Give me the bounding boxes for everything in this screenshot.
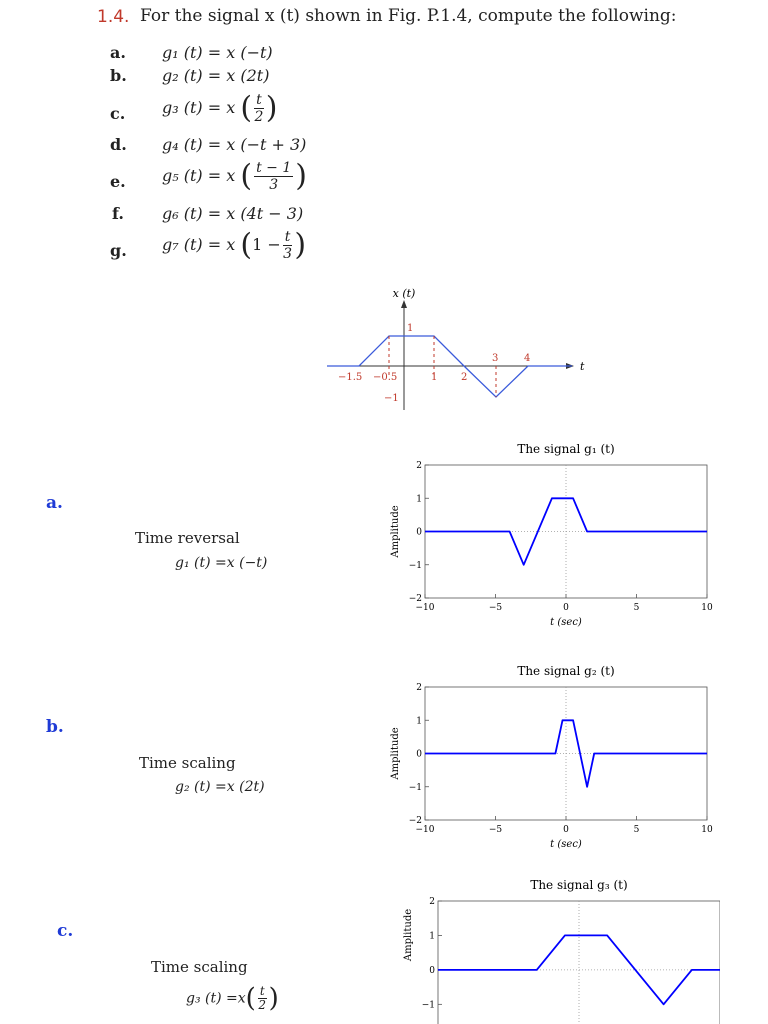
y-tick-label: −2 bbox=[408, 816, 422, 826]
figure-label-x2: 2 bbox=[461, 372, 468, 383]
figure-label-neg-one: −1 bbox=[384, 393, 399, 404]
x-tick-label: 5 bbox=[633, 603, 640, 613]
y-tick-label: 0 bbox=[416, 527, 422, 538]
x-tick-label: −5 bbox=[488, 603, 503, 613]
item-letter: g. bbox=[110, 241, 127, 260]
section-c-letter: c. bbox=[57, 921, 74, 941]
plot-xlabel: t (sec) bbox=[550, 617, 582, 628]
problem-number: 1.4. bbox=[97, 7, 130, 27]
close-paren: ) bbox=[295, 158, 307, 194]
y-tick-label: −1 bbox=[408, 782, 422, 793]
fraction-numerator: t bbox=[259, 984, 265, 998]
plot-ylabel: Amplitude bbox=[390, 727, 401, 780]
figure-label-m05: −0.5 bbox=[373, 372, 398, 383]
problem-statement: For the signal x (t) shown in Fig. P.1.4, compute the following: bbox=[140, 6, 677, 26]
open-paren: ( bbox=[240, 158, 253, 194]
y-tick-label: 1 bbox=[416, 716, 422, 727]
section-b-label: Time scaling bbox=[139, 754, 236, 772]
section-c-formula bbox=[186, 985, 279, 1012]
item-equation: g₁ (t) = x (−t) bbox=[162, 43, 273, 62]
fraction bbox=[254, 160, 293, 193]
fraction bbox=[254, 92, 264, 125]
fraction-denominator: 3 bbox=[283, 246, 293, 262]
y-tick-label: 2 bbox=[416, 461, 422, 471]
fraction-denominator: 2 bbox=[258, 998, 267, 1012]
x-tick-label: 5 bbox=[633, 825, 640, 835]
section-b-letter: b. bbox=[46, 717, 64, 737]
close-paren: ) bbox=[268, 983, 279, 1014]
item-equation: g₆ (t) = x (4t − 3) bbox=[162, 204, 304, 223]
y-tick-label: −1 bbox=[408, 560, 422, 571]
open-paren: ( bbox=[245, 983, 256, 1014]
signal-figure bbox=[0, 280, 768, 415]
plot-g1 bbox=[380, 438, 720, 633]
item-lhs: g₃ (t) = x bbox=[162, 98, 236, 117]
y-tick-label: 1 bbox=[429, 931, 435, 942]
section-c-formula-lhs: g₃ (t) =x bbox=[186, 990, 246, 1007]
x-tick-label: 0 bbox=[563, 825, 569, 835]
close-paren: ) bbox=[294, 227, 307, 263]
item-letter: a. bbox=[110, 43, 126, 62]
item-lhs: g₅ (t) = x bbox=[162, 166, 236, 185]
figure-label-m15: −1.5 bbox=[338, 372, 363, 383]
figure-label-four: 4 bbox=[524, 353, 531, 364]
plot-ylabel: Amplitude bbox=[390, 505, 401, 558]
x-tick-label: −5 bbox=[488, 825, 503, 835]
item-equation bbox=[162, 92, 277, 125]
item-letter: e. bbox=[110, 172, 126, 191]
fraction-denominator: 3 bbox=[269, 177, 279, 193]
item-equation bbox=[162, 229, 306, 262]
item-equation bbox=[162, 160, 307, 193]
item-letter: c. bbox=[110, 104, 126, 123]
y-tick-label: 2 bbox=[416, 683, 422, 693]
item-letter: f. bbox=[112, 204, 124, 223]
plot-g2 bbox=[380, 660, 720, 855]
figure-ylabel: x (t) bbox=[392, 287, 416, 300]
fraction-numerator: t bbox=[256, 92, 262, 108]
x-tick-label: 10 bbox=[701, 825, 713, 835]
section-c-label: Time scaling bbox=[151, 958, 248, 976]
figure-label-x1: 1 bbox=[431, 372, 438, 383]
item-lhs: g₇ (t) = x bbox=[162, 235, 236, 254]
x-tick-label: 10 bbox=[701, 603, 713, 613]
y-tick-label: 0 bbox=[429, 965, 435, 976]
plot-ylabel: Amplitude bbox=[403, 908, 414, 962]
x-tick-label: −10 bbox=[415, 825, 435, 835]
figure-label-one: 1 bbox=[407, 323, 414, 334]
plot-title: The signal g₂ (t) bbox=[517, 664, 615, 678]
item-equation: g₄ (t) = x (−t + 3) bbox=[162, 135, 307, 154]
item-equation: g₂ (t) = x (2t) bbox=[162, 66, 270, 85]
open-paren: ( bbox=[240, 90, 253, 126]
close-paren: ) bbox=[265, 90, 278, 126]
fraction-numerator: t bbox=[284, 229, 291, 245]
x-tick-label: −10 bbox=[415, 603, 435, 613]
plot-g3 bbox=[390, 875, 720, 1024]
section-b-formula: g₂ (t) =x (2t) bbox=[175, 779, 265, 795]
y-tick-label: 2 bbox=[429, 897, 435, 907]
y-tick-label: −2 bbox=[408, 594, 422, 604]
plot-xlabel: t (sec) bbox=[550, 839, 582, 850]
section-a-formula: g₁ (t) =x (−t) bbox=[175, 555, 268, 571]
item-pre: 1 − bbox=[252, 235, 281, 254]
fraction-numerator: t − 1 bbox=[256, 160, 292, 176]
item-letter: d. bbox=[110, 135, 127, 154]
figure-label-three: 3 bbox=[492, 353, 499, 364]
plot-title: The signal g₁ (t) bbox=[517, 442, 615, 456]
fraction bbox=[258, 985, 267, 1012]
item-letter: b. bbox=[110, 66, 127, 85]
open-paren: ( bbox=[240, 227, 253, 263]
y-tick-label: 0 bbox=[416, 749, 422, 760]
x-tick-label: 0 bbox=[563, 603, 569, 613]
section-a-label: Time reversal bbox=[135, 529, 240, 547]
plot-title: The signal g₃ (t) bbox=[530, 878, 628, 892]
figure-y-arrow bbox=[401, 300, 407, 308]
y-tick-label: 1 bbox=[416, 494, 422, 505]
fraction bbox=[283, 229, 293, 262]
fraction-denominator: 2 bbox=[254, 109, 264, 125]
section-a-letter: a. bbox=[46, 493, 63, 513]
figure-xlabel: t bbox=[580, 360, 585, 373]
y-tick-label: −1 bbox=[421, 1000, 435, 1011]
